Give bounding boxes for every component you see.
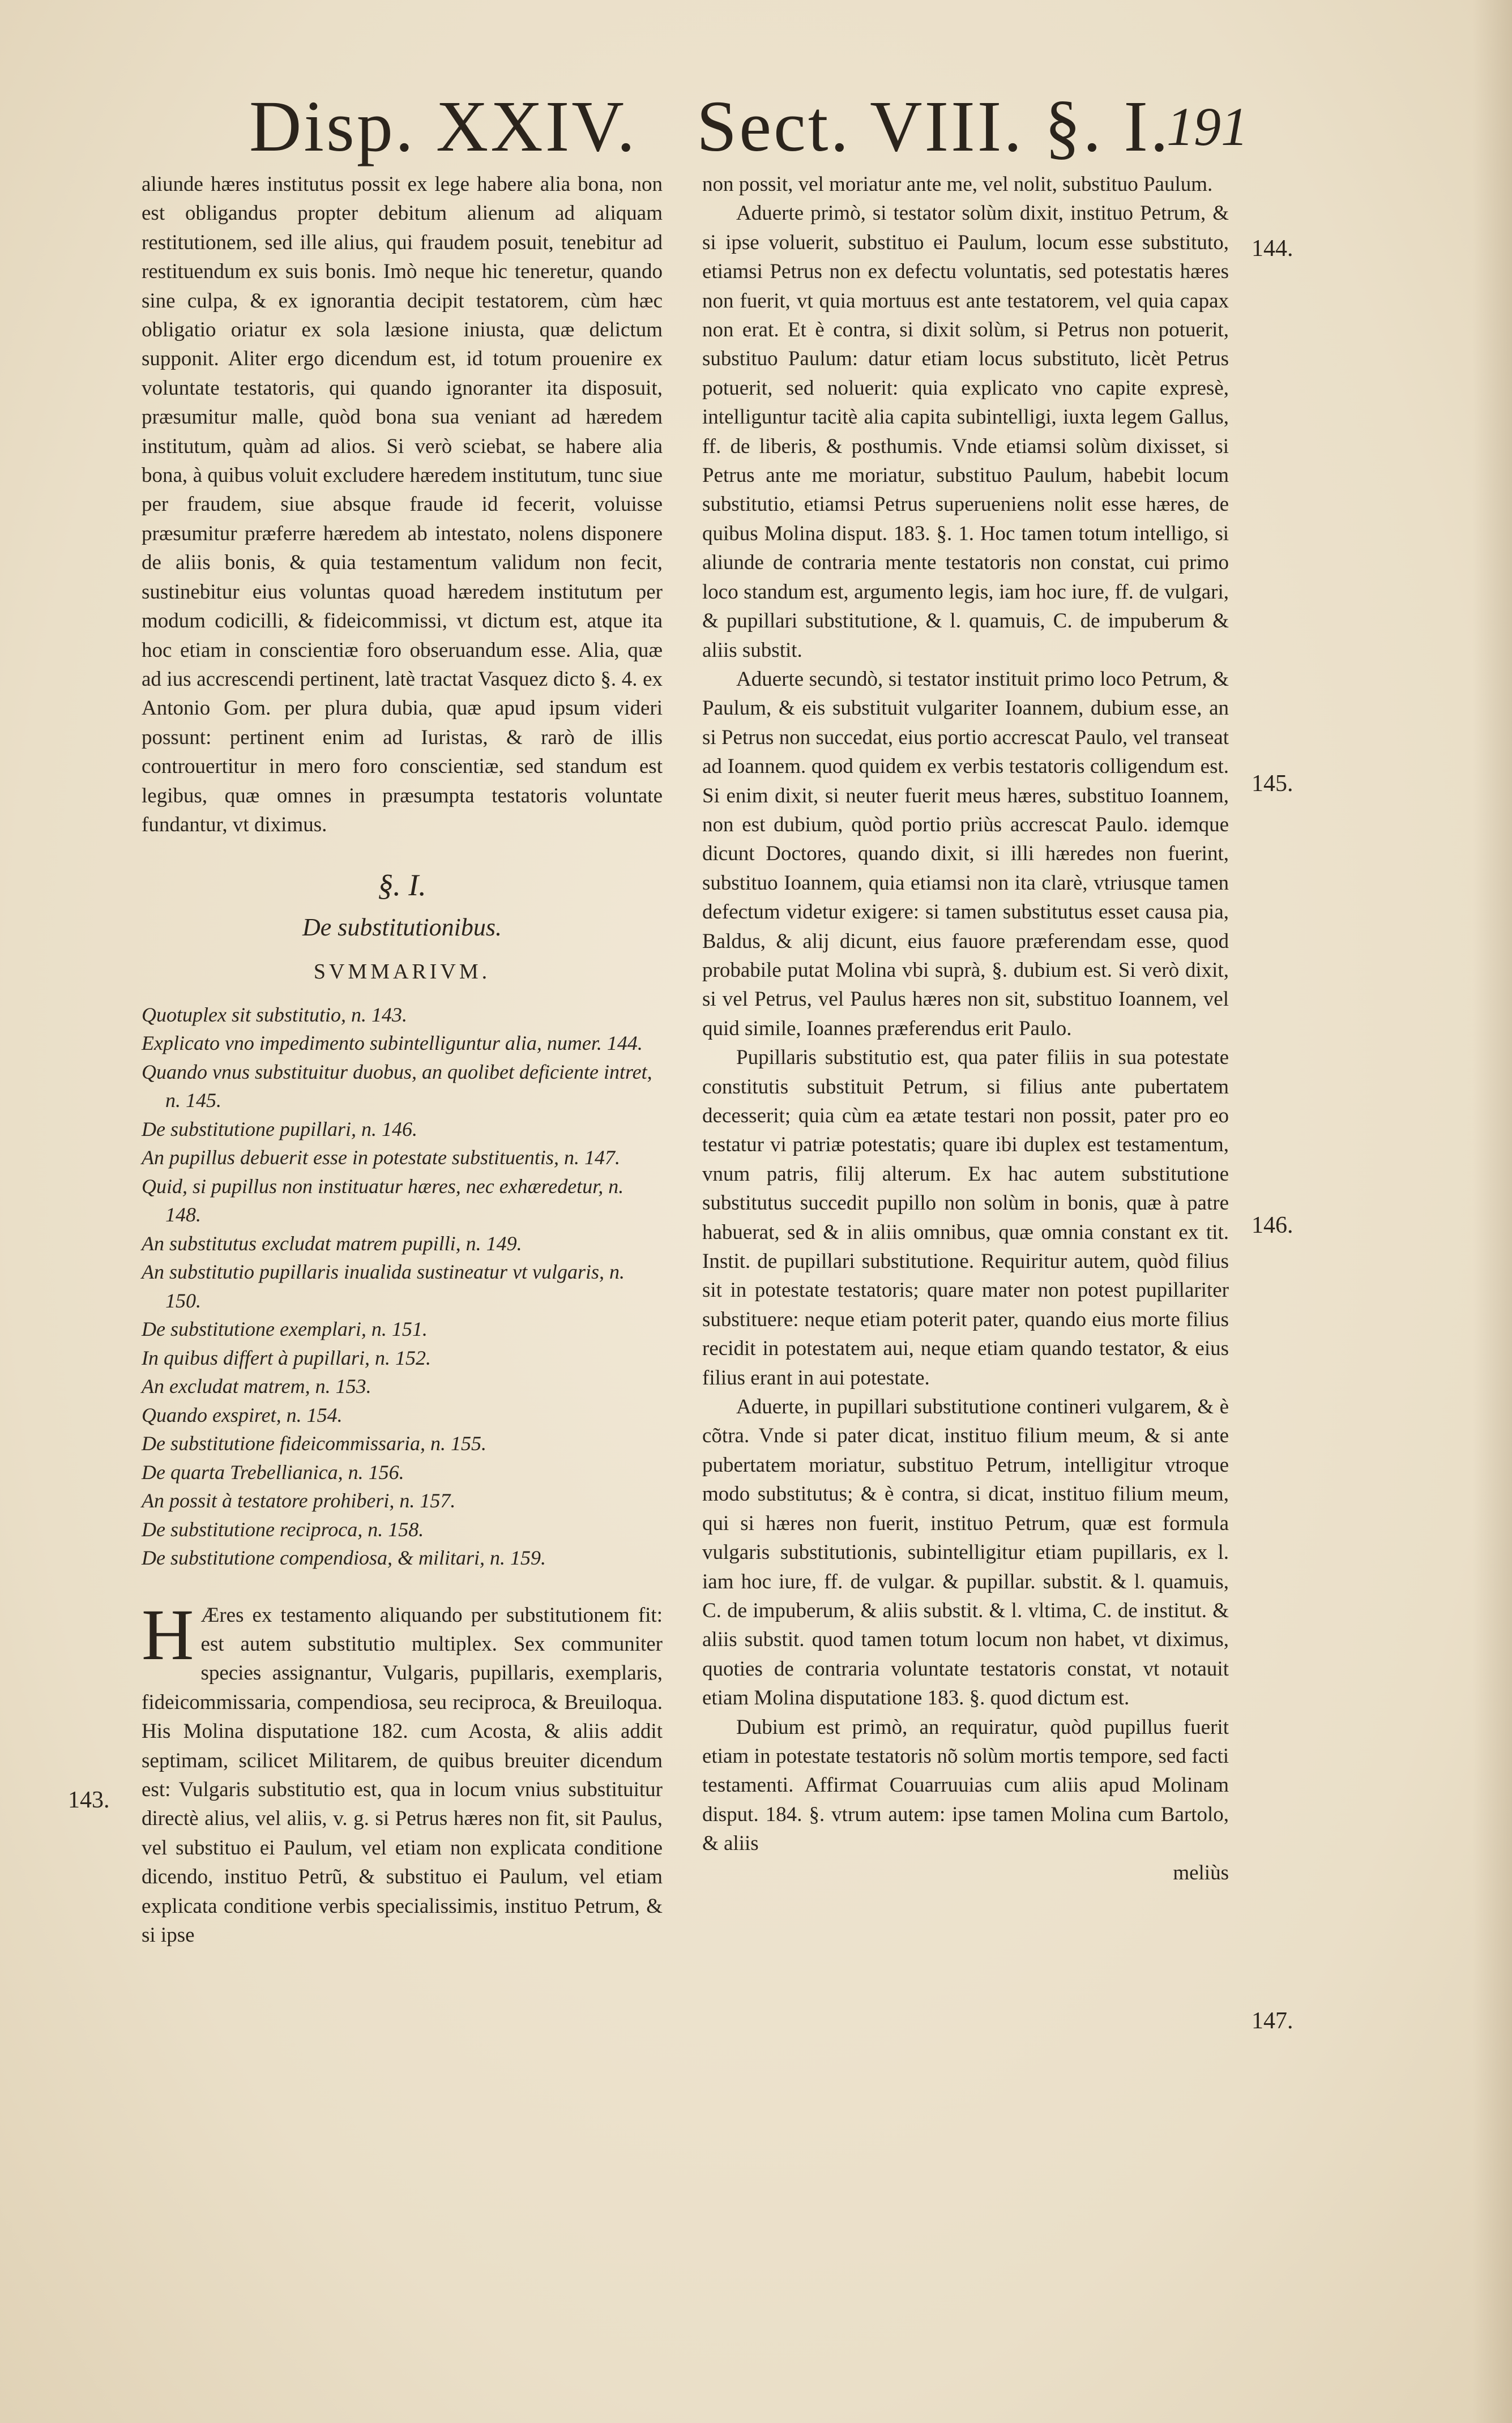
page-number: 191 [1167, 96, 1248, 157]
summary-item: Quando exspiret, n. 154. [142, 1403, 343, 1426]
paragraph-144: Aduerte primò, si testator solùm dixit, instituo Petrum, & si ipse voluerit, substituo ei Paulum, locum esse substituto, etiamsi Petrus non ex defectu voluntatis, sed potestatis hæres non fuerit, vt quia mortuus est ante testatorem, vel quia capax non erat. Et è contra, si dixit solùm, si Petrus non potuerit, substituo Paulum: datur etiam locus substituto, licèt Petrus potuerit, sed noluerit: quia explicato vno capite expresè, intelliguntur tacitè alia capita subintelligi, iuxta legem Gallus, ff. de liberis, & posthumis. Vnde etiamsi solùm dixisset, si Petrus ante me moriatur, substituo Paulum, habebit locum substitutio, etiamsi Petrus superueniens nolit esse hæres, de quibus Molina disput. 183. §. 1. Hoc tamen totum intelligo, si aliunde de contraria mente testatoris non constat, cui primo loco standum est, argumento legis, iam hoc iure, ff. de vulgari, & pupillari substitutione, & l. quamuis, C. de impuberum & aliis substit. [702, 202, 1229, 662]
summary-item: De substitutione exemplari, n. 151. [142, 1318, 428, 1341]
right-opening-paragraph: non possit, vel moriatur ante me, vel nolit, substituo Paulum. [702, 173, 1213, 196]
paragraph-145: Aduerte secundò, si testator instituit primo loco Petrum, & Paulum, & eis substituit vulgariter Ioannem, dubium esse, an si Petrus non succedat, eius portio accrescat Paulo, vel transeat ad Ioannem. quod quidem ex verbis testatoris colligendum est. Si enim dixit, si neuter fuerit meus hæres, substituo Ioannem, non est dubium, quòd portio priùs accrescat Paulo. idemque dicunt Doctores, quando dixit, si illi hæredes non fuerint, substituo Ioannem, quia etiamsi non ita clarè, vtriusque tamen defectum videtur exigere: si tamen substitutus esset causa pia, Baldus, & alij dicunt, eius fauore præferendam esse, quod probabile putat Molina vbi suprà, §. dubium est. Si verò dixit, si vel Petrus, vel Paulus hæres non sit, substituo Ioannem, vel quid simile, Ioannes præferendus erit Paulo. [702, 667, 1229, 1040]
running-header [249, 85, 1248, 170]
margin-number-143: 143. [68, 1787, 110, 1813]
summary-item: Quotuplex sit substitutio, n. 143. [142, 1003, 408, 1026]
page-edge-shadow [1472, 0, 1512, 2423]
summary-item: De substitutione pupillari, n. 146. [142, 1117, 418, 1140]
summary-item: An possit à testatore prohiberi, n. 157. [142, 1489, 456, 1512]
summary-list [142, 1001, 663, 1572]
summary-item: An substitutio pupillaris inualida sustineatur vt vulgaris, n. 150. [142, 1260, 625, 1312]
paragraph-146-continued: Aduerte, in pupillari substitutione contineri vulgarem, & è cõtra. Vnde si pater dicat, instituo filium meum, & si ante pubertatem moriatur, substituo Petrum, intelligitur vtroque modo substitutus; & è contra, si dicat, instituo filium meum, qui si hæres non fuerit, instituo Petrum, quæ est formula vulgaris substitutionis, subintelligitur etiam pupillaris, ex l. iam hoc iure, ff. de vulgar. & pupillar. substit. & l. quamuis, C. de impuberum, & aliis substit. & l. vltima, C. de institut. & aliis substit. quod tamen totum locum non habet, vt diximus, quoties de contraria voluntate testatoris constat, vt notauit etiam Molina disputatione 183. §. quod dictum est. [702, 1395, 1229, 1710]
summary-item: De substitutione reciproca, n. 158. [142, 1518, 424, 1541]
paragraph-143 [142, 1594, 663, 1950]
catchword: meliùs [1173, 1861, 1229, 1884]
margin-number-145: 145. [1252, 771, 1293, 797]
section-mark: §. I. [378, 868, 426, 903]
summary-item: Explicato vno impedimento subintelliguntur alia, numer. 144. [142, 1032, 643, 1055]
paragraph-147: Dubium est primò, an requiratur, quòd pupillus fuerit etiam in potestate testatoris nõ solùm mortis tempore, sed facti testamenti. Affirmat Couarruuias cum aliis apud Molinam disput. 184. §. vtrum autem: ipse tamen Molina cum Bartolo, & aliis [702, 1715, 1229, 1856]
header-section: Sect. VIII. §. I. [697, 86, 1171, 166]
summary-item: De substitutione fideicommissaria, n. 155. [142, 1432, 486, 1455]
summary-heading: SVMMARIVM. [313, 960, 491, 984]
margin-number-146: 146. [1252, 1212, 1293, 1238]
summary-item: De quarta Trebellianica, n. 156. [142, 1460, 404, 1484]
section-title: De substitutionibus. [302, 913, 502, 941]
header-disputation: Disp. XXIV. [249, 86, 638, 166]
paragraph-143-text: Æres ex testamento aliquando per substitutionem fit: est autem substitutio multiplex. Sex communiter species assignantur, Vulgaris, pupillaris, exemplaris, fideicommissaria, compendiosa, seu reciproca, & Breuiloqua. His Molina disputatione 182. cum Acosta, & aliis addit septimam, scilicet Militarem, de quibus breuiter dicendum est: Vulgaris substitutio est, qua in locum vnius substituitur directè alius, vel aliis, v. g. si Petrus hæres non fit, sit Paulus, vel substituo ei Paulum, vel etiam non explicata conditione dicendo, instituo Petrũ, & substituo ei Paulum, vel etiam explicata conditione verbis specialissimis, instituo Petrum, & si ipse [142, 1603, 663, 1947]
margin-number-144: 144. [1252, 236, 1293, 262]
summary-item: Quid, si pupillus non instituatur hæres, nec exhæredetur, n. 148. [142, 1174, 624, 1227]
summary-item: An substitutus excludat matrem pupilli, n. 149. [142, 1232, 522, 1255]
left-opening-paragraph: aliunde hæres institutus possit ex lege habere alia bona, non est obligandus propter debitum alienum ad aliquam restitutionem, sed ille alius, qui fraudem posuit, tenebitur ad restituendum ex suis bonis. Imò neque hic teneretur, quando sine culpa, & ex ignorantia decipit testatorem, cùm hæc obligatio oriatur ex sola læsione iniusta, quæ delictum supponit. Aliter ergo dicendum est, id totum prouenire ex voluntate testatoris, qui quando ignoranter ita disposuit, præsumitur malle, quòd bona sua veniant ad hæredem institutum, quàm ad alios. Si verò sciebat, se habere alia bona, à quibus voluit excludere hæredem institutum, tunc siue per fraudem, siue absque fraude id fecerit, voluisse præsumitur præferre hæredem ab intestato, nolens disponere de aliis bonis, & quia testamentum validum non fecit, sustinebitur eius voluntas quoad hæredem institutum per modum codicilli, & fideicommissi, vt dictum est, atque ita hoc etiam in conscientiæ foro obseruandum esse. Alia, quæ ad ius accrescendi pertinent, latè tractat Vasquez dicto §. 4. ex Antonio Gom. per plura dubia, quæ apud ipsum videri possunt: pertinent enim ad Iuristas, & rarò de illis controuertitur in mero foro conscientiæ, sed standum est legibus, quæ omnes in præsumpta testatoris voluntate fundantur, vt diximus. [142, 173, 663, 836]
margin-number-147: 147. [1252, 2008, 1293, 2034]
summary-item: Quando vnus substituitur duobus, an quolibet deficiente intret, n. 145. [142, 1060, 652, 1112]
left-column [142, 170, 663, 1950]
summary-item: An excludat matrem, n. 153. [142, 1375, 371, 1398]
drop-cap: H [142, 1594, 194, 1675]
right-column [702, 170, 1229, 1887]
summary-item: An pupillus debuerit esse in potestate substituentis, n. 147. [142, 1146, 620, 1169]
summary-item: De substitutione compendiosa, & militari, n. 159. [142, 1546, 546, 1570]
summary-item: In quibus differt à pupillari, n. 152. [142, 1346, 432, 1369]
paragraph-146: Pupillaris substitutio est, qua pater filiis in sua potestate constitutis substituit Petrum, si filius ante pubertatem decesserit; quia cùm ea ætate testari non possit, pater pro eo testatur vi patriæ potestatis; quare ibi duplex est testamentum, vnum patris, filij alterum. Ex hac autem substitutione substitutus succedit pupillo non solùm in bonis, quæ à patre habuerat, sed & in aliis omnibus, quæ omnia constant ex tit. Instit. de pupillari substitutione. Requiritur autem, quòd filius sit in potestate testatoris; quare mater non potest pupillariter substituere: neque etiam poterit pater, quando eius morte filius recidit in potestatem aui, neque etiam quando testator, & eius filius erant in aui potestate. [702, 1046, 1229, 1390]
